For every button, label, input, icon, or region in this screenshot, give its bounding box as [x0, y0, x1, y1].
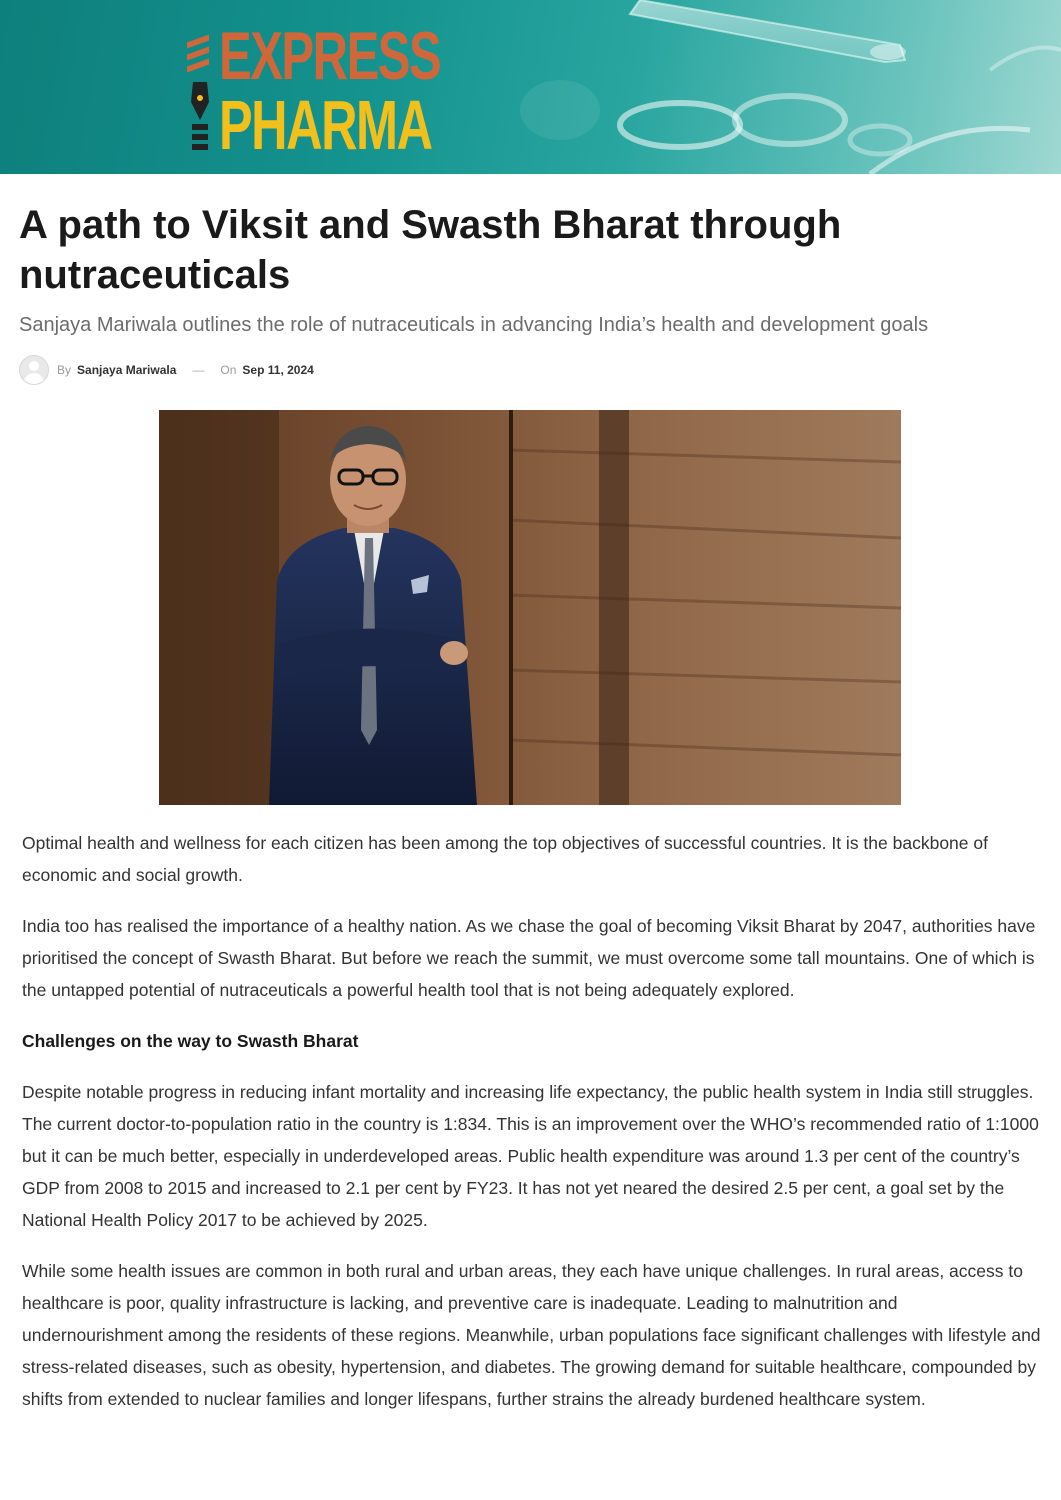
body-paragraph: Optimal health and wellness for each citizen has been among the top objectives of successful countries. It is the backbone of economic and social growth. — [22, 833, 988, 885]
body-paragraph: While some health issues are common in both rural and urban areas, they each have unique challenges. In rural areas, access to healthcare is poor, quality infrastructure is lacking, and preventive care is inadequate. Leading to malnutrition and undernourishment among the residents of these regions. Meanwhile, urban populations face significant challenges with lifestyle and stress-related diseases, such as obesity, hypertension, and diabetes. The growing demand for suitable healthcare, compounded by shifts from extended to nuclear families and longer lifespans, further strains the already burdened healthcare system. — [22, 1261, 1041, 1409]
byline-by-label: By — [57, 363, 72, 377]
body-paragraph: India too has realised the importance of a healthy nation. As we chase the goal of becoming Viksit Bharat by 2047, authorities have prioritised the concept of Swasth Bharat. But before we reach the summit, we must overcome some tall mountains. One of which is the untapped potential of nutraceuticals a powerful health tool that is not being adequately explored. — [22, 916, 1036, 1000]
body-paragraph: Despite notable progress in reducing infant mortality and increasing life expectancy, the public health system in India still struggles. The current doctor-to-population ratio in the country is 1:834. This is an improvement over the WHO’s recommended ratio of 1:1000 but it can be much better, especially in underdeveloped areas. Public health expenditure was around 1.3 per cent of the country’s GDP from 2008 to 2015 and increased to 2.1 per cent by FY23. It has not yet neared the desired 2.5 per cent, a goal set by the National Health Policy 2017 to be achieved by 2025. — [22, 1082, 1039, 1230]
logo-text-express: EXPRESS — [219, 18, 441, 94]
logo-text-pharma: PHARMA — [219, 86, 432, 164]
lab-glassware-illustration — [0, 0, 1061, 174]
byline-separator: — — [192, 363, 205, 377]
article-body — [22, 827, 1042, 1434]
article-subtitle: Sanjaya Mariwala outlines the role of nutraceuticals in advancing India’s health and development goals — [19, 314, 929, 336]
author-link[interactable]: Sanjaya Mariwala — [77, 363, 177, 377]
article-title: A path to Viksit and Swasth Bharat through nutraceuticals — [19, 203, 842, 297]
byline — [19, 355, 314, 385]
section-heading: Challenges on the way to Swasth Bharat — [22, 1031, 359, 1051]
site-banner — [0, 0, 1061, 174]
author-portrait-image — [159, 410, 901, 805]
publish-date: Sep 11, 2024 — [242, 363, 314, 377]
byline-on-label: On — [220, 363, 237, 377]
author-avatar[interactable] — [19, 355, 49, 385]
pen-nib-logo-icon — [183, 32, 217, 162]
article-hero-image — [159, 410, 901, 805]
